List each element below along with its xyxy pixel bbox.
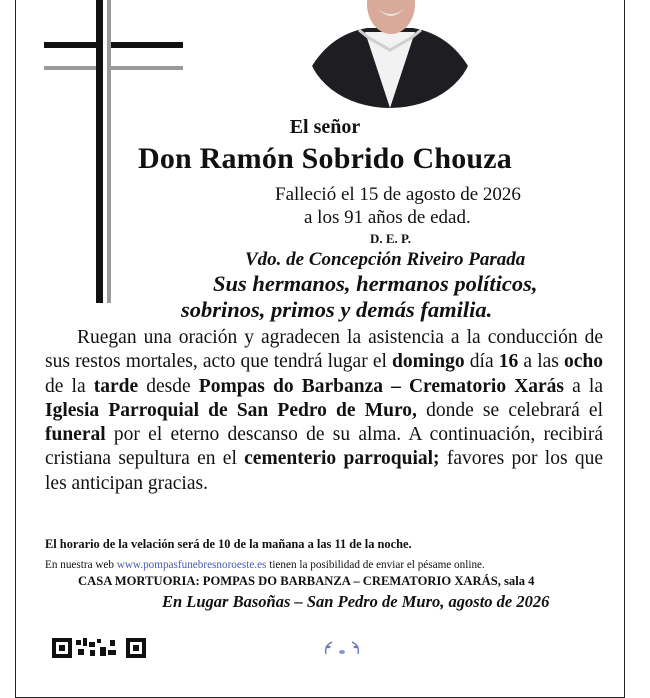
- origin-place: Pompas do Barbanza – Crematorio Xarás: [198, 375, 565, 397]
- part-of-day: tarde: [93, 375, 139, 397]
- web-suffix: tienen la posibilidad de enviar el pésame online.: [266, 559, 485, 571]
- family-line-2: sobrinos, primos y demás familia.: [181, 297, 493, 322]
- text-segment: de la: [45, 375, 94, 397]
- widow-line: Vdo. de Concepción Riveiro Parada: [245, 249, 526, 270]
- service-type: funeral: [45, 424, 106, 446]
- text-segment: a la: [564, 375, 604, 397]
- text-segment: día: [464, 351, 499, 373]
- mortuary-line: CASA MORTUORIA: POMPAS DO BARBANZA – CREMATORIO XARÁS, sala 4: [78, 574, 535, 588]
- day-word: domingo: [392, 351, 465, 373]
- text-segment: desde: [138, 375, 199, 397]
- age-at-death: a los 91 años de edad.: [304, 207, 471, 228]
- text-segment: Ruegan una oración y agradecen la asistencia a la conducción de sus restos mortales, acto que tendrá lugar el: [45, 327, 603, 373]
- qr-code-icon: [52, 636, 147, 658]
- death-date: Falleció el 15 de agosto de 2026: [275, 184, 521, 205]
- cemetery-name: cementerio parroquial;: [244, 448, 440, 470]
- hour-word: ocho: [564, 351, 603, 373]
- place-date: En Lugar Basoñas – San Pedro de Muro, agosto de 2026: [162, 592, 550, 611]
- day-number: 16: [498, 351, 519, 373]
- website-link[interactable]: www.pompasfunebresnoroeste.es: [116, 559, 267, 571]
- web-notice: [45, 559, 485, 571]
- text-segment: donde se celebrará el: [416, 399, 603, 421]
- wake-hours: El horario de la velación será de 10 de la mañana a las 11 de la noche.: [45, 537, 412, 551]
- deceased-name: Don Ramón Sobrido Chouza: [137, 142, 513, 175]
- web-prefix: En nuestra web: [45, 559, 117, 571]
- text-segment: por el eterno descanso de su alma. A continuación, recibirá cristiana sepultura en el: [45, 424, 603, 470]
- funeral-announcement: [45, 326, 603, 496]
- rip-abbrev: D. E. P.: [370, 231, 412, 246]
- family-line-1: Sus hermanos, hermanos políticos,: [213, 271, 538, 296]
- text-segment: a las: [518, 351, 564, 373]
- church-name: Iglesia Parroquial de San Pedro de Muro,: [45, 399, 417, 421]
- laurel-logo-icon: [318, 640, 366, 654]
- honorific-title: El señor: [289, 116, 361, 138]
- text-segment: favores por los que les anticipan gracias.: [45, 448, 603, 494]
